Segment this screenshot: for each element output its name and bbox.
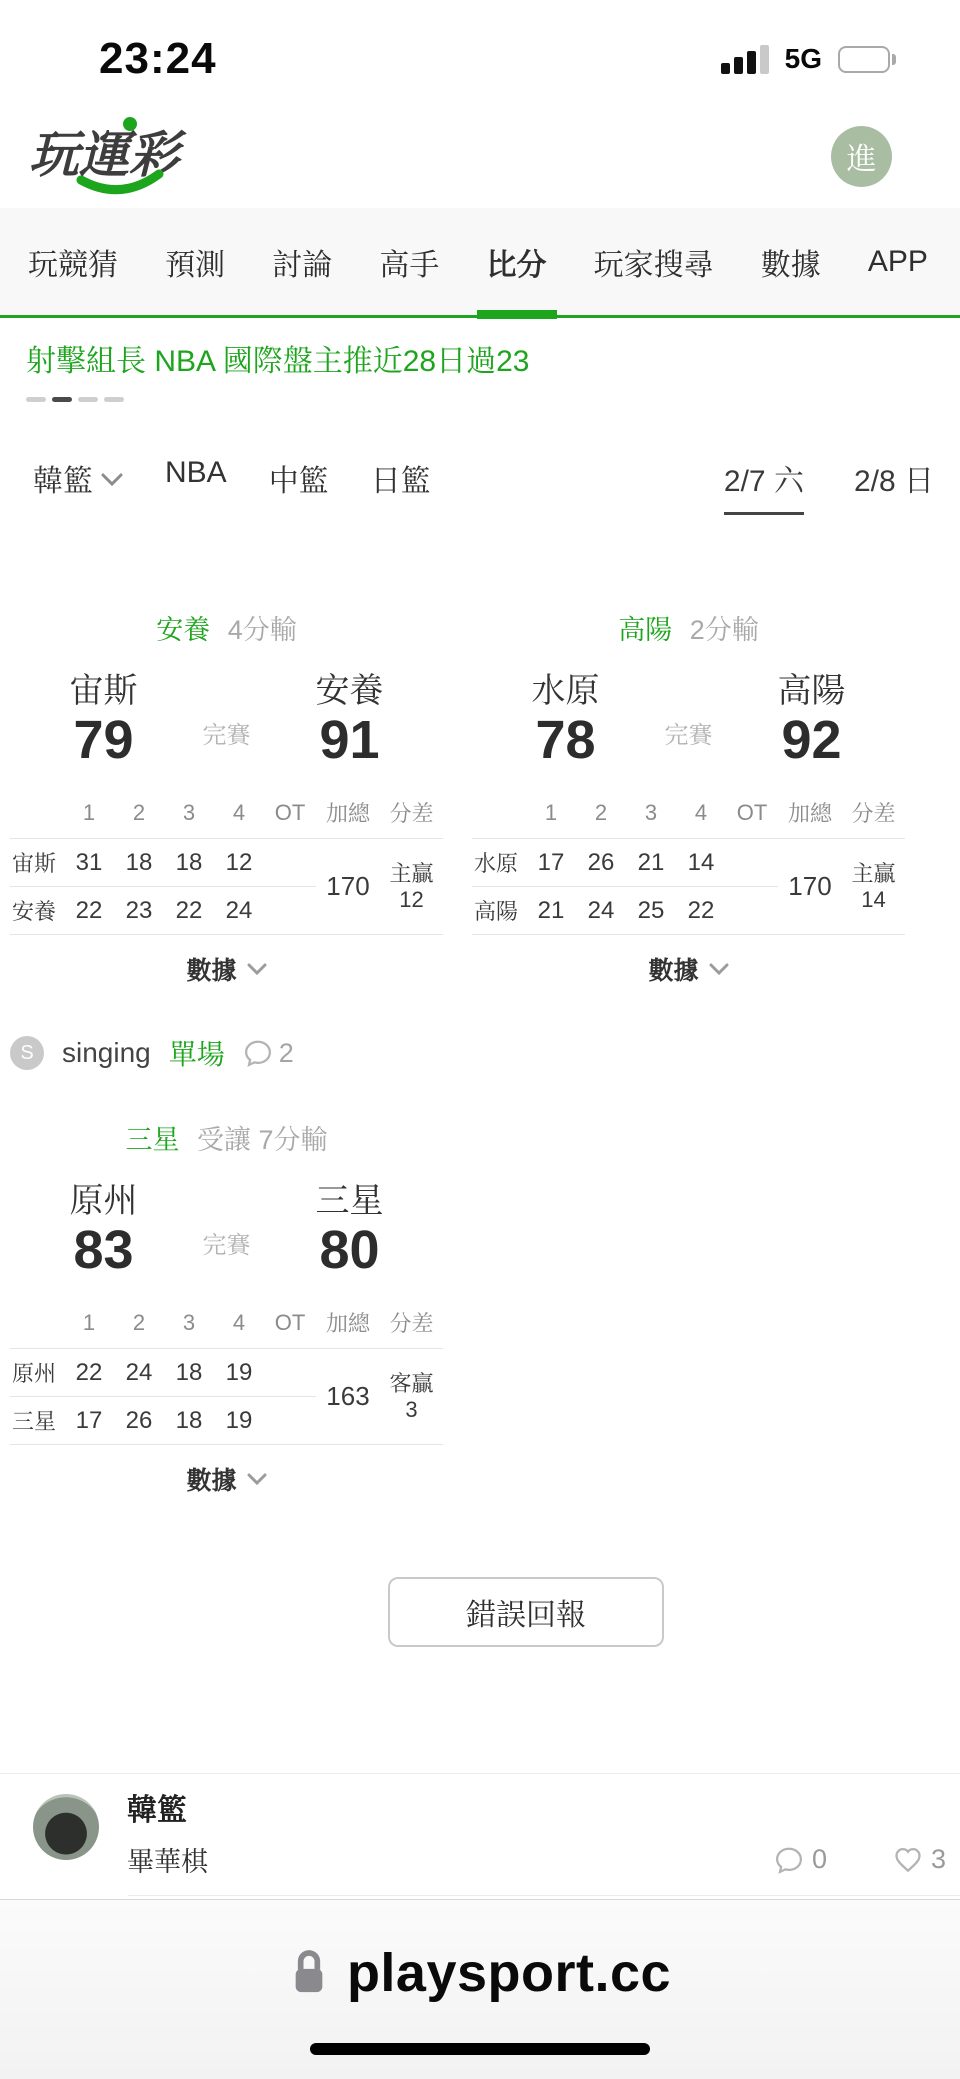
comment-icon [774, 1845, 804, 1875]
cellular-signal-icon [721, 44, 769, 74]
stats-expand-button[interactable]: 數據 [186, 1461, 266, 1497]
lock-icon [289, 1947, 329, 1999]
table-row: 宙斯 31 18 18 12 170 主贏 12 [10, 839, 443, 887]
game-status: 完賽 [664, 722, 713, 749]
league-tab-china[interactable]: 中籃 [268, 465, 329, 498]
table-row: 原州 22 24 18 19 163 客贏 3 [10, 1349, 443, 1397]
comment-icon [243, 1038, 273, 1068]
list-item[interactable] [0, 1774, 960, 1895]
nav-tab-app[interactable]: APP [867, 244, 928, 278]
pick-note: 2分輸 [689, 615, 759, 645]
playsport-logo[interactable] [29, 114, 215, 198]
score-cards-row [0, 613, 960, 987]
home-team-name: 三星 [315, 1182, 384, 1220]
game-card [10, 1123, 443, 1497]
away-team-name: 宙斯 [69, 672, 138, 710]
pick-note: 受讓 7分輸 [196, 1125, 328, 1155]
point-diff: 客贏 3 [380, 1349, 443, 1445]
status-bar [0, 0, 960, 104]
pick-header [10, 1123, 443, 1157]
chevron-down-icon [247, 963, 267, 976]
date-tab-0207[interactable]: 2/7 六 [724, 456, 804, 515]
league-tab-korea[interactable]: 韓籃 [33, 456, 123, 500]
score-row [472, 671, 905, 769]
poster-comments[interactable]: 2 [243, 1038, 294, 1069]
point-diff: 主贏 14 [842, 839, 905, 935]
pick-team: 安養 [156, 615, 211, 645]
table-row: 三星 17 26 18 19 [10, 1397, 443, 1445]
score-row [10, 671, 443, 769]
nav-tab-experts[interactable]: 高手 [379, 248, 440, 282]
home-team-score: 80 [319, 1220, 380, 1280]
league-bar [33, 456, 934, 515]
total-points: 170 [778, 839, 842, 935]
away-team [491, 671, 641, 769]
home-indicator[interactable] [310, 2043, 650, 2055]
pick-header [472, 613, 905, 647]
svg-text:玩運彩: 玩運彩 [29, 127, 179, 183]
away-team [29, 671, 179, 769]
poster-avatar[interactable]: S [10, 1036, 44, 1070]
nav-tab-predict[interactable]: 預測 [165, 248, 226, 282]
post-title: 韓籃 [127, 1794, 187, 1827]
avatar [33, 1794, 99, 1860]
stats-expand-button[interactable]: 數據 [648, 951, 728, 987]
nav-tab-player-search[interactable]: 玩家搜尋 [593, 248, 714, 282]
league-tab-japan[interactable]: 日籃 [370, 465, 431, 498]
pick-header [10, 613, 443, 647]
nav-tab-scores[interactable]: 比分 [485, 208, 549, 316]
home-team-score: 92 [781, 710, 842, 770]
chevron-down-icon [247, 1473, 267, 1486]
pick-team: 三星 [125, 1125, 180, 1155]
point-diff: 主贏 12 [380, 839, 443, 935]
chevron-down-icon [709, 963, 729, 976]
game-status: 完賽 [202, 722, 251, 749]
stats-expand-button[interactable]: 數據 [186, 951, 266, 987]
table-row: 高陽 21 24 25 22 [472, 887, 905, 935]
home-team-name: 安養 [315, 672, 384, 710]
login-badge[interactable]: 進 [831, 126, 892, 187]
status-time: 23:24 [99, 34, 217, 83]
nav-tab-playquiz[interactable]: 玩競猜 [28, 248, 118, 282]
league-tab-nba[interactable]: NBA [165, 456, 227, 489]
error-report-button[interactable]: 錯誤回報 [388, 1577, 664, 1647]
game-card [10, 613, 443, 987]
battery-icon [838, 46, 896, 73]
address-bar[interactable] [0, 1942, 960, 2004]
quarters-table: 1 2 3 4 OT 加總 分差 水原 17 26 21 14 170 主贏 14 高陽 21 24 25 22 [472, 793, 905, 935]
quarters-table: 1 2 3 4 OT 加總 分差 原州 22 24 18 19 163 客贏 3 三星 17 26 18 19 [10, 1303, 443, 1445]
away-team-score: 79 [73, 710, 134, 770]
away-team-name: 原州 [69, 1182, 138, 1220]
post-subtitle: 畢華棋 [127, 1847, 208, 1877]
pick-team: 高陽 [618, 615, 673, 645]
game-card [472, 613, 905, 987]
away-team-name: 水原 [531, 672, 600, 710]
post-like-count: 3 [893, 1844, 946, 1875]
poster-row [10, 1033, 960, 1073]
home-team-score: 91 [319, 710, 380, 770]
heart-icon [893, 1845, 923, 1875]
away-team-score: 78 [535, 710, 596, 770]
date-tab-0208[interactable]: 2/8 日 [853, 465, 934, 498]
nav-tab-forum[interactable]: 討論 [272, 248, 333, 282]
score-row [10, 1181, 443, 1279]
table-row: 安養 22 23 22 24 [10, 887, 443, 935]
site-header [0, 104, 960, 208]
table-row: 水原 17 26 21 14 170 主贏 14 [472, 839, 905, 887]
home-team [275, 1181, 425, 1279]
post-comment-count: 0 [774, 1844, 827, 1875]
home-team [737, 671, 887, 769]
carousel-dots [26, 397, 960, 402]
total-points: 163 [316, 1349, 380, 1445]
poster-tag[interactable]: 單場 [168, 1039, 225, 1070]
game-status: 完賽 [202, 1232, 251, 1259]
home-team-name: 高陽 [777, 672, 846, 710]
url-text: playsport.cc [346, 1943, 672, 2003]
browser-bottom-bar [0, 1899, 960, 2079]
total-points: 170 [316, 839, 380, 935]
nav-tab-data[interactable]: 數據 [760, 248, 821, 282]
chevron-down-icon [101, 473, 123, 487]
main-nav [0, 208, 960, 318]
away-team [29, 1181, 179, 1279]
away-team-score: 83 [73, 1220, 134, 1280]
announcement-banner[interactable]: 射擊組長 NBA 國際盤主推近28日過23 [26, 345, 530, 378]
poster-name[interactable]: singing [62, 1037, 151, 1068]
home-team [275, 671, 425, 769]
pick-note: 4分輸 [227, 615, 297, 645]
quarters-table: 1 2 3 4 OT 加總 分差 宙斯 31 18 18 12 170 主贏 12 安養 22 23 22 24 [10, 793, 443, 935]
network-type-label: 5G [784, 43, 822, 74]
